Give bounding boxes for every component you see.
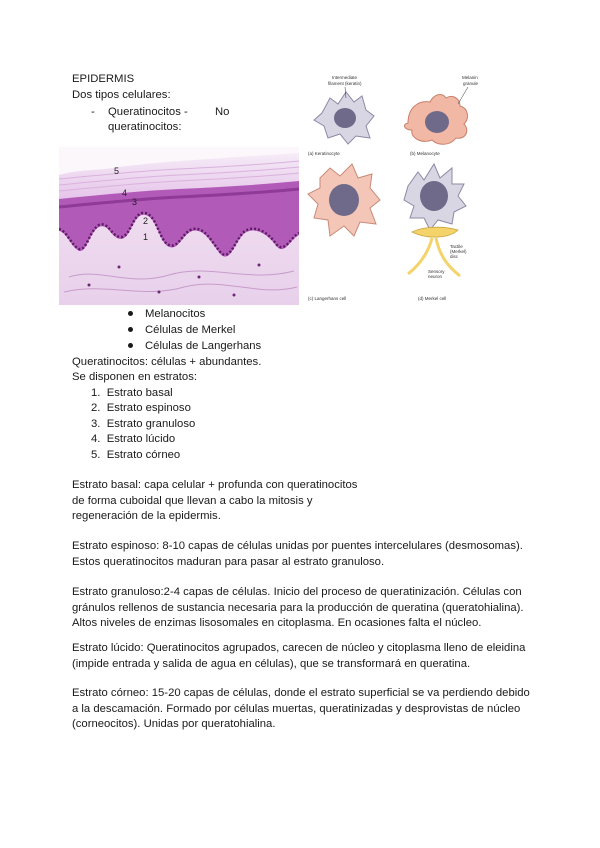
melanocyte-callout-2: granule <box>463 81 479 86</box>
list-item: Células de Langerhans <box>128 339 261 354</box>
cell-type-keratinocytes: Queratinocitos - <box>108 106 188 118</box>
page-title: EPIDERMIS <box>72 73 135 85</box>
bullet-icon <box>128 327 133 332</box>
bullet-icon <box>128 311 133 316</box>
paragraph-corneo: Estrato córneo: 15-20 capas de células, donde el estrato superficial se va perdiendo debido a la descamación. Formado por células muertas, queratinizadas y desprovistas de núcleo (corneocitos). Unidas por queratohialina. <box>72 687 530 730</box>
histology-label-4: 4 <box>122 188 128 198</box>
list-dash: - <box>91 106 95 118</box>
merkel-callout-disc-1: Tactile <box>450 244 463 249</box>
melanocyte-caption: (b) Melanocyte <box>410 151 440 156</box>
keratinocytes-line: Queratinocitos: células + abundantes. <box>72 356 262 368</box>
list-item: 1. Estrato basal <box>91 387 173 399</box>
keratinocyte-callout-2: filament (keratin) <box>328 81 362 86</box>
merkel-callout-disc-3: disc <box>450 254 459 259</box>
paragraph-espinoso: Estrato espinoso: 8-10 capas de células unidas por puentes intercelulares (desmosomas). Estos queratinocitos maduran para pasar al estrato granuloso. <box>72 540 523 568</box>
histology-label-2: 2 <box>143 216 149 226</box>
paragraph-lucido: Estrato lúcido: Queratinocitos agrupados, carecen de núcleo y citoplasma lleno de eleidina (impide entrada y salida de agua en células), que se transformará en queratina. <box>72 642 526 670</box>
bullet-icon <box>128 343 133 348</box>
merkel-callout-neuron-1: Sensory <box>428 269 445 274</box>
keratinocyte-callout-1: Intermediate <box>332 75 358 80</box>
merkel-callout-disc-2: (Merkel) <box>450 249 467 254</box>
keratinocyte-caption: (a) Keratinocyte <box>308 151 340 156</box>
list-item: 4. Estrato lúcido <box>91 433 176 445</box>
keratinocyte-illustration <box>314 92 374 144</box>
langerhans-illustration <box>308 164 380 236</box>
list-item: 5. Estrato córneo <box>91 449 181 461</box>
list-item: Células de Merkel <box>128 323 235 338</box>
melanocyte-callout-1: Melanin <box>462 75 478 80</box>
histology-label-3: 3 <box>132 197 138 207</box>
langerhans-caption: (c) Langerhans cell <box>308 296 347 301</box>
merkel-callout-neuron-2: neuron <box>428 274 443 279</box>
list-item: 3. Estrato granuloso <box>91 418 196 430</box>
histology-label-5: 5 <box>114 166 120 176</box>
merkel-caption: (d) Merkel cell <box>418 296 447 301</box>
list-item: Melanocitos <box>128 307 205 322</box>
cell-type-non-keratinocytes-cont: queratinocitos: <box>108 121 182 133</box>
histology-label-1: 1 <box>143 232 149 242</box>
paragraph-granuloso: Estrato granuloso:2-4 capas de células. Inicio del proceso de queratinización. Células con gránulos rellenos de sustancia necesaria para la producción de queratina (queratohialina). Altos niveles de enzimas lisosomales en citoplasma. En ocasiones falta el núcleo. <box>72 586 524 629</box>
histology-image <box>59 147 299 305</box>
cell-types-figure <box>300 68 485 308</box>
cell-type-non-keratinocytes: No <box>215 106 230 118</box>
paragraph-basal: Estrato basal: capa celular + profunda con queratinocitos de forma cuboidal que llevan a cabo la mitosis y regeneración de la epidermis. <box>72 479 358 522</box>
list-item: 2. Estrato espinoso <box>91 402 191 414</box>
melanocyte-illustration <box>405 95 468 145</box>
cell-types-intro: Dos tipos celulares: <box>72 89 171 101</box>
merkel-illustration <box>404 164 466 276</box>
strata-intro: Se disponen en estratos: <box>72 371 197 383</box>
